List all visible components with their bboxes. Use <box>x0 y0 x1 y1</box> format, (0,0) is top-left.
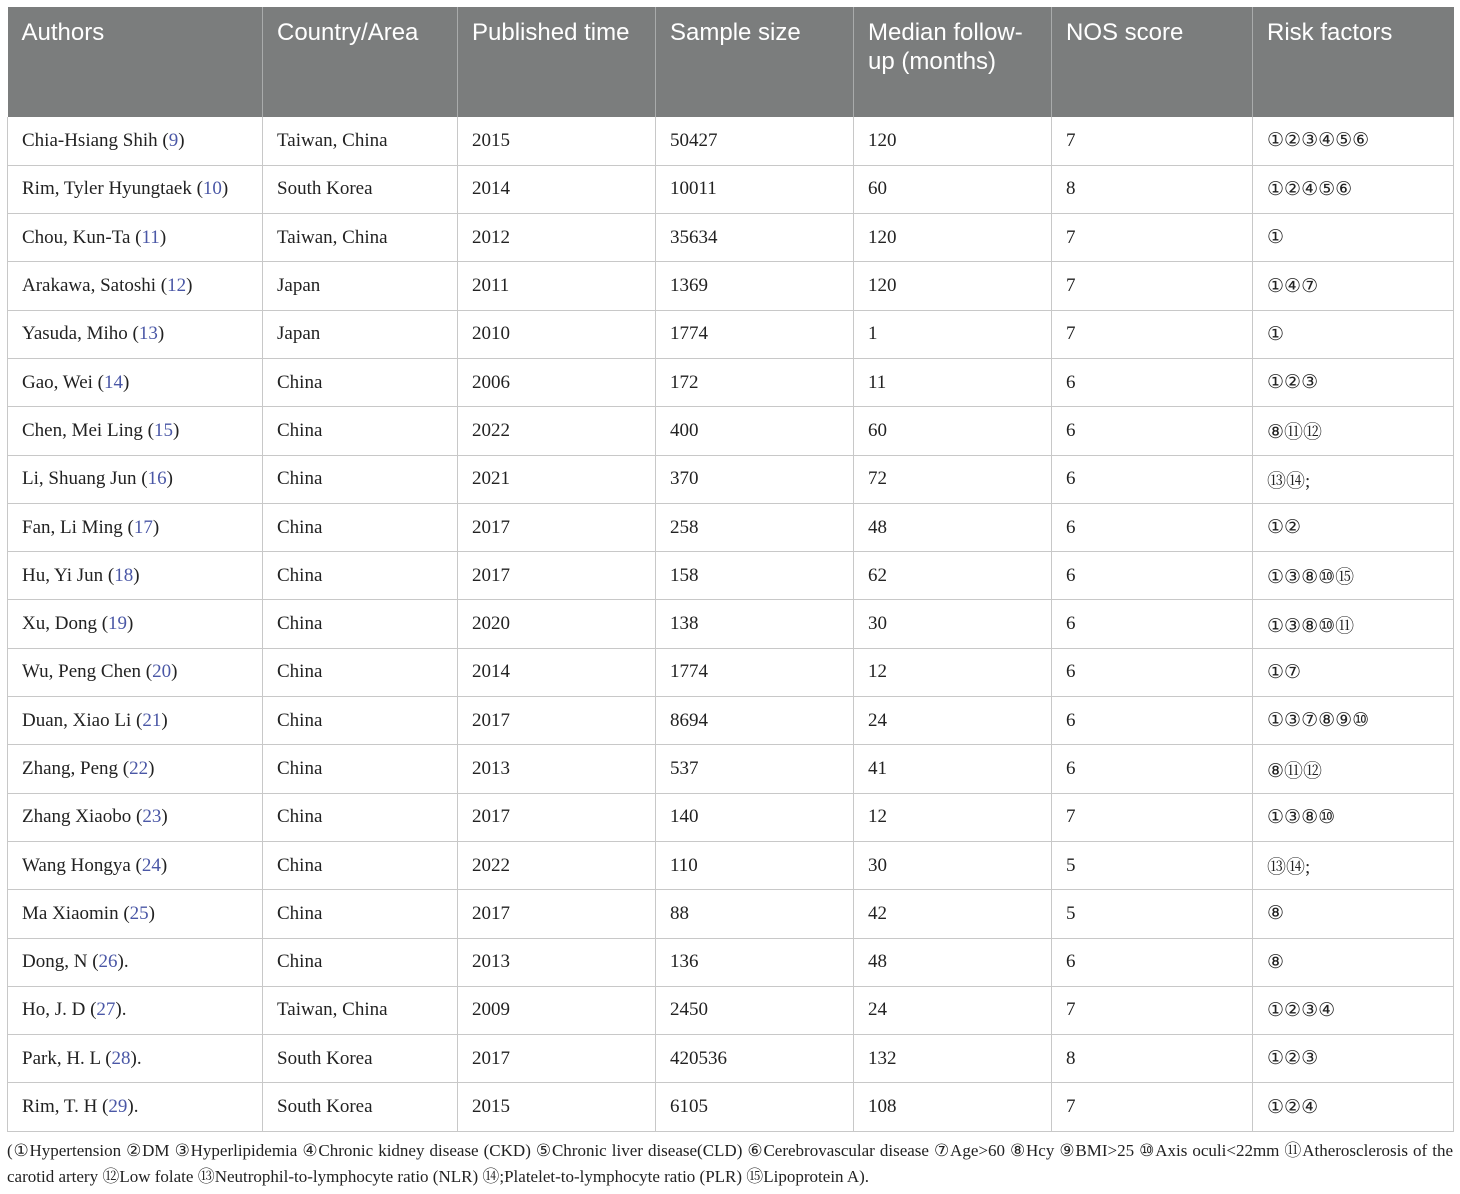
country-cell: China <box>263 890 458 938</box>
reference-link[interactable]: 19 <box>108 613 128 635</box>
follow-up-cell: 120 <box>854 214 1052 262</box>
country-cell: China <box>263 407 458 455</box>
table-row <box>8 841 1454 889</box>
author-suffix: ). <box>117 951 129 973</box>
risk-factors-cell: ①⑦ <box>1253 648 1454 696</box>
nos-score-cell: 5 <box>1052 841 1253 889</box>
nos-score-cell: 8 <box>1052 165 1253 213</box>
risk-factors-cell: ⑬⑭; <box>1253 841 1454 889</box>
risk-factors-cell: ①②④⑤⑥ <box>1253 165 1454 213</box>
follow-up-cell: 11 <box>854 358 1052 406</box>
author-name: Gao, Wei ( <box>22 371 105 393</box>
country-cell: China <box>263 841 458 889</box>
published-time-cell: 2022 <box>458 841 656 889</box>
author-cell <box>8 1083 263 1131</box>
risk-factors-cell: ① <box>1253 310 1454 358</box>
author-name: Hu, Yi Jun ( <box>22 564 115 586</box>
risk-factors-cell: ⑧ <box>1253 938 1454 986</box>
reference-link[interactable]: 9 <box>168 129 179 151</box>
table-row <box>8 1083 1454 1131</box>
author-name: Arakawa, Satoshi ( <box>22 275 168 297</box>
nos-score-cell: 6 <box>1052 938 1253 986</box>
nos-score-cell: 7 <box>1052 214 1253 262</box>
reference-link[interactable]: 16 <box>147 468 167 490</box>
table-row <box>8 165 1454 213</box>
author-name: Yasuda, Miho ( <box>22 323 139 345</box>
risk-factors-cell: ⑧⑪⑫ <box>1253 407 1454 455</box>
sample-size-cell: 138 <box>656 600 854 648</box>
sample-size-cell: 10011 <box>656 165 854 213</box>
author-cell <box>8 600 263 648</box>
published-time-cell: 2017 <box>458 1035 656 1083</box>
author-cell <box>8 503 263 551</box>
sample-size-cell: 35634 <box>656 214 854 262</box>
table-row <box>8 1035 1454 1083</box>
reference-link[interactable]: 20 <box>152 661 172 683</box>
author-name: Chia-Hsiang Shih ( <box>22 129 169 151</box>
sample-size-cell: 158 <box>656 552 854 600</box>
author-name: Dong, N ( <box>22 951 99 973</box>
column-header: Published time <box>458 7 656 117</box>
nos-score-cell: 7 <box>1052 986 1253 1034</box>
author-cell <box>8 938 263 986</box>
published-time-cell: 2013 <box>458 938 656 986</box>
published-time-cell: 2020 <box>458 600 656 648</box>
author-suffix: ) <box>127 613 134 635</box>
table-row <box>8 262 1454 310</box>
table-row <box>8 358 1454 406</box>
sample-size-cell: 8694 <box>656 697 854 745</box>
author-name: Park, H. L ( <box>22 1047 112 1069</box>
risk-factors-cell: ①③⑧⑩⑪ <box>1253 600 1454 648</box>
published-time-cell: 2017 <box>458 793 656 841</box>
author-cell <box>8 986 263 1034</box>
column-header: Risk factors <box>1253 7 1454 117</box>
sample-size-cell: 140 <box>656 793 854 841</box>
published-time-cell: 2017 <box>458 552 656 600</box>
author-name: Ho, J. D ( <box>22 999 97 1021</box>
country-cell: China <box>263 552 458 600</box>
sample-size-cell: 136 <box>656 938 854 986</box>
follow-up-cell: 41 <box>854 745 1052 793</box>
country-cell: Japan <box>263 310 458 358</box>
table-row <box>8 793 1454 841</box>
follow-up-cell: 132 <box>854 1035 1052 1083</box>
author-suffix: ). <box>127 1096 139 1118</box>
nos-score-cell: 6 <box>1052 552 1253 600</box>
author-name: Chou, Kun-Ta ( <box>22 226 142 248</box>
risk-factors-cell: ①③⑧⑩ <box>1253 793 1454 841</box>
sample-size-cell: 400 <box>656 407 854 455</box>
table-row <box>8 503 1454 551</box>
nos-score-cell: 6 <box>1052 455 1253 503</box>
follow-up-cell: 48 <box>854 503 1052 551</box>
country-cell: China <box>263 358 458 406</box>
risk-factors-cell: ①②④ <box>1253 1083 1454 1131</box>
published-time-cell: 2013 <box>458 745 656 793</box>
risk-factors-cell: ①②③④⑤⑥ <box>1253 117 1454 165</box>
risk-factors-cell: ①②③④ <box>1253 986 1454 1034</box>
reference-link[interactable]: 22 <box>129 758 149 779</box>
country-cell: China <box>263 455 458 503</box>
author-cell <box>8 1035 263 1083</box>
sample-size-cell: 1369 <box>656 262 854 310</box>
table-row <box>8 455 1454 503</box>
author-suffix: ) <box>159 226 167 248</box>
author-cell <box>8 648 263 696</box>
risk-factors-cell: ①④⑦ <box>1253 262 1454 310</box>
header-row <box>8 7 1454 117</box>
published-time-cell: 2010 <box>458 310 656 358</box>
published-time-cell: 2006 <box>458 358 656 406</box>
sample-size-cell: 172 <box>656 358 854 406</box>
author-cell <box>8 745 263 793</box>
reference-link[interactable]: 23 <box>142 806 162 828</box>
risk-factors-cell: ⑬⑭; <box>1253 455 1454 503</box>
country-cell: China <box>263 938 458 986</box>
country-cell: China <box>263 503 458 551</box>
column-header: Country/Area <box>263 7 458 117</box>
published-time-cell: 2014 <box>458 648 656 696</box>
follow-up-cell: 24 <box>854 697 1052 745</box>
column-header: Authors <box>8 7 263 117</box>
author-name: Zhang Xiaobo ( <box>22 806 143 828</box>
author-cell <box>8 841 263 889</box>
risk-factor-footnote: (①Hypertension ②DM ③Hyperlipidemia ④Chronic kidney disease (CKD) ⑤Chronic liver disease(CLD) ⑥Cerebrovascular disease ⑦Age>60 ⑧Hcy ⑨BMI>25 ⑩Axis oculi<22mm ⑪Atherosclerosis of the carotid artery ⑫Low folate ⑬Neutrophil-to-lymphocyte ratio (NLR) ⑭;Platelet-to-lymphocyte ratio (PLR) ⑮Lipoprotein A). <box>7 1141 1453 1186</box>
author-suffix: ) <box>148 758 155 779</box>
nos-score-cell: 7 <box>1052 793 1253 841</box>
country-cell: Taiwan, China <box>263 214 458 262</box>
nos-score-cell: 7 <box>1052 262 1253 310</box>
risk-factors-cell: ①② <box>1253 503 1454 551</box>
reference-link[interactable]: 17 <box>133 516 153 538</box>
author-cell <box>8 214 263 262</box>
reference-link[interactable]: 27 <box>96 999 116 1021</box>
author-suffix: ) <box>152 516 160 538</box>
country-cell: Japan <box>263 262 458 310</box>
nos-score-cell: 6 <box>1052 697 1253 745</box>
author-cell <box>8 310 263 358</box>
author-cell <box>8 890 263 938</box>
risk-factors-cell: ①③⑦⑧⑨⑩ <box>1253 697 1454 745</box>
reference-link[interactable]: 12 <box>167 275 187 297</box>
nos-score-cell: 6 <box>1052 503 1253 551</box>
author-name: Chen, Mei Ling ( <box>22 419 154 441</box>
published-time-cell: 2022 <box>458 407 656 455</box>
table-row <box>8 938 1454 986</box>
author-cell <box>8 407 263 455</box>
reference-link[interactable]: 24 <box>141 854 161 876</box>
risk-factors-cell: ⑧⑪⑫ <box>1253 745 1454 793</box>
author-suffix: ) <box>157 323 165 345</box>
nos-score-cell: 5 <box>1052 890 1253 938</box>
nos-score-cell: 6 <box>1052 358 1253 406</box>
country-cell: South Korea <box>263 165 458 213</box>
table-header <box>8 7 1454 117</box>
nos-score-cell: 7 <box>1052 1083 1253 1131</box>
table-row <box>8 745 1454 793</box>
country-cell: South Korea <box>263 1035 458 1083</box>
reference-link[interactable]: 21 <box>142 709 162 731</box>
reference-link[interactable]: 25 <box>129 902 149 924</box>
author-suffix: ). <box>115 999 127 1021</box>
author-cell <box>8 552 263 600</box>
author-cell <box>8 117 263 165</box>
risk-factors-cell: ① <box>1253 214 1454 262</box>
follow-up-cell: 12 <box>854 793 1052 841</box>
table-row <box>8 117 1454 165</box>
sample-size-cell: 110 <box>656 841 854 889</box>
table-row <box>8 552 1454 600</box>
author-name: Rim, Tyler Hyungtaek ( <box>22 178 203 200</box>
published-time-cell: 2017 <box>458 890 656 938</box>
table-row <box>8 648 1454 696</box>
studies-table <box>7 7 1454 1132</box>
country-cell: China <box>263 793 458 841</box>
nos-score-cell: 8 <box>1052 1035 1253 1083</box>
sample-size-cell: 420536 <box>656 1035 854 1083</box>
author-name: Wang Hongya ( <box>22 854 142 876</box>
country-cell: Taiwan, China <box>263 117 458 165</box>
nos-score-cell: 6 <box>1052 600 1253 648</box>
follow-up-cell: 12 <box>854 648 1052 696</box>
author-cell <box>8 165 263 213</box>
risk-factors-cell: ①②③ <box>1253 358 1454 406</box>
reference-link[interactable]: 14 <box>104 371 124 393</box>
follow-up-cell: 62 <box>854 552 1052 600</box>
nos-score-cell: 6 <box>1052 648 1253 696</box>
author-suffix: ) <box>160 854 168 876</box>
author-cell <box>8 793 263 841</box>
author-suffix: ) <box>221 178 229 200</box>
author-name: Xu, Dong ( <box>22 613 109 635</box>
author-cell <box>8 697 263 745</box>
country-cell: China <box>263 697 458 745</box>
author-suffix: ) <box>123 371 130 393</box>
author-suffix: ) <box>172 419 180 441</box>
follow-up-cell: 30 <box>854 600 1052 648</box>
author-name: Zhang, Peng ( <box>22 758 130 779</box>
reference-link[interactable]: 11 <box>141 226 160 248</box>
sample-size-cell: 537 <box>656 745 854 793</box>
country-cell: China <box>263 600 458 648</box>
author-suffix: ) <box>161 806 168 828</box>
follow-up-cell: 120 <box>854 262 1052 310</box>
reference-link[interactable]: 18 <box>114 564 134 586</box>
table-row <box>8 214 1454 262</box>
table-row <box>8 697 1454 745</box>
country-cell: South Korea <box>263 1083 458 1131</box>
nos-score-cell: 7 <box>1052 310 1253 358</box>
reference-link[interactable]: 29 <box>108 1096 128 1118</box>
author-name: Fan, Li Ming ( <box>22 516 134 538</box>
published-time-cell: 2012 <box>458 214 656 262</box>
country-cell: Taiwan, China <box>263 986 458 1034</box>
follow-up-cell: 30 <box>854 841 1052 889</box>
risk-factors-cell: ①②③ <box>1253 1035 1454 1083</box>
follow-up-cell: 108 <box>854 1083 1052 1131</box>
table-row <box>8 407 1454 455</box>
sample-size-cell: 1774 <box>656 648 854 696</box>
country-cell: China <box>263 745 458 793</box>
table-row <box>8 986 1454 1034</box>
published-time-cell: 2011 <box>458 262 656 310</box>
sample-size-cell: 50427 <box>656 117 854 165</box>
follow-up-cell: 72 <box>854 455 1052 503</box>
author-name: Li, Shuang Jun ( <box>22 468 148 490</box>
sample-size-cell: 2450 <box>656 986 854 1034</box>
follow-up-cell: 60 <box>854 407 1052 455</box>
author-suffix: ) <box>166 468 173 490</box>
reference-link[interactable]: 13 <box>138 323 158 345</box>
author-suffix: ) <box>171 661 178 683</box>
column-header: Sample size <box>656 7 854 117</box>
author-cell <box>8 358 263 406</box>
risk-factors-cell: ①③⑧⑩⑮ <box>1253 552 1454 600</box>
published-time-cell: 2021 <box>458 455 656 503</box>
published-time-cell: 2014 <box>458 165 656 213</box>
follow-up-cell: 42 <box>854 890 1052 938</box>
sample-size-cell: 258 <box>656 503 854 551</box>
column-header: Median follow-up (months) <box>854 7 1052 117</box>
published-time-cell: 2009 <box>458 986 656 1034</box>
nos-score-cell: 6 <box>1052 745 1253 793</box>
follow-up-cell: 24 <box>854 986 1052 1034</box>
nos-score-cell: 6 <box>1052 407 1253 455</box>
follow-up-cell: 120 <box>854 117 1052 165</box>
reference-link[interactable]: 28 <box>111 1047 131 1069</box>
country-cell: China <box>263 648 458 696</box>
table-body <box>8 117 1454 1131</box>
reference-link[interactable]: 10 <box>202 178 222 200</box>
follow-up-cell: 60 <box>854 165 1052 213</box>
author-name: Wu, Peng Chen ( <box>22 661 153 683</box>
author-suffix: ) <box>161 709 168 731</box>
reference-link[interactable]: 26 <box>98 951 118 973</box>
author-suffix: ) <box>148 902 155 924</box>
published-time-cell: 2015 <box>458 1083 656 1131</box>
sample-size-cell: 88 <box>656 890 854 938</box>
author-cell <box>8 262 263 310</box>
author-suffix: ) <box>178 129 185 151</box>
table-row <box>8 600 1454 648</box>
published-time-cell: 2017 <box>458 503 656 551</box>
author-suffix: ) <box>133 564 140 586</box>
author-suffix: ). <box>130 1047 142 1069</box>
sample-size-cell: 6105 <box>656 1083 854 1131</box>
sample-size-cell: 370 <box>656 455 854 503</box>
table-row <box>8 310 1454 358</box>
studies-table-container <box>7 7 1453 1132</box>
author-name: Rim, T. H ( <box>22 1096 109 1118</box>
sample-size-cell: 1774 <box>656 310 854 358</box>
follow-up-cell: 1 <box>854 310 1052 358</box>
author-name: Ma Xiaomin ( <box>22 902 130 924</box>
nos-score-cell: 7 <box>1052 117 1253 165</box>
author-suffix: ) <box>186 275 193 297</box>
author-name: Duan, Xiao Li ( <box>22 709 143 731</box>
author-cell <box>8 455 263 503</box>
table-row <box>8 890 1454 938</box>
risk-factors-cell: ⑧ <box>1253 890 1454 938</box>
reference-link[interactable]: 15 <box>153 419 173 441</box>
column-header: NOS score <box>1052 7 1253 117</box>
published-time-cell: 2017 <box>458 697 656 745</box>
published-time-cell: 2015 <box>458 117 656 165</box>
follow-up-cell: 48 <box>854 938 1052 986</box>
